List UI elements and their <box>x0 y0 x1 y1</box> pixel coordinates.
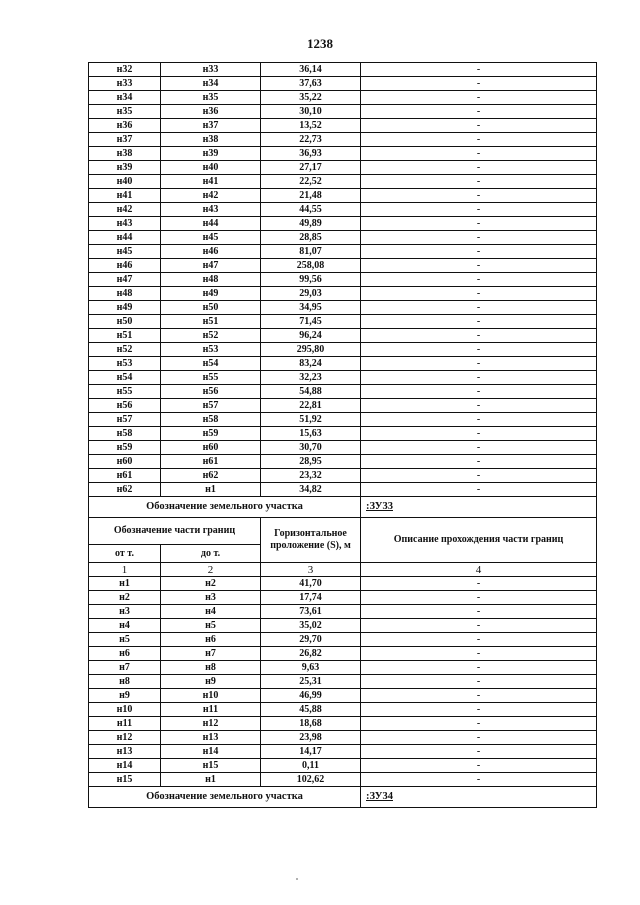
distance: 32,23 <box>261 371 361 385</box>
from-point: н7 <box>89 661 161 675</box>
table-row <box>89 619 597 633</box>
table-row <box>89 301 597 315</box>
description: - <box>361 91 597 105</box>
table-row <box>89 357 597 371</box>
table-row <box>89 133 597 147</box>
from-point: н58 <box>89 427 161 441</box>
header-from: от т. <box>89 545 161 563</box>
to-point: н5 <box>161 619 261 633</box>
description: - <box>361 189 597 203</box>
plot-id: :ЗУ34 <box>361 787 597 808</box>
description: - <box>361 231 597 245</box>
distance: 45,88 <box>261 703 361 717</box>
from-point: н12 <box>89 731 161 745</box>
to-point: н4 <box>161 605 261 619</box>
from-point: н49 <box>89 301 161 315</box>
distance: 15,63 <box>261 427 361 441</box>
table-row <box>89 605 597 619</box>
distance: 14,17 <box>261 745 361 759</box>
to-point: н52 <box>161 329 261 343</box>
table-row <box>89 245 597 259</box>
table-row <box>89 259 597 273</box>
table-row <box>89 161 597 175</box>
distance: 36,14 <box>261 63 361 77</box>
distance: 9,63 <box>261 661 361 675</box>
to-point: н48 <box>161 273 261 287</box>
from-point: н56 <box>89 399 161 413</box>
table-row <box>89 147 597 161</box>
table-row <box>89 91 597 105</box>
from-point: н50 <box>89 315 161 329</box>
table-row <box>89 287 597 301</box>
to-point: н55 <box>161 371 261 385</box>
from-point: н61 <box>89 469 161 483</box>
from-point: н34 <box>89 91 161 105</box>
header-description: Описание прохождения части границ <box>361 518 597 563</box>
table-row <box>89 399 597 413</box>
distance: 83,24 <box>261 357 361 371</box>
to-point: н9 <box>161 675 261 689</box>
table-row <box>89 231 597 245</box>
table-row <box>89 773 597 787</box>
from-point: н47 <box>89 273 161 287</box>
from-point: н48 <box>89 287 161 301</box>
from-point: н2 <box>89 591 161 605</box>
distance: 71,45 <box>261 315 361 329</box>
description: - <box>361 455 597 469</box>
distance: 30,10 <box>261 105 361 119</box>
table-row <box>89 63 597 77</box>
distance: 25,31 <box>261 675 361 689</box>
distance: 34,82 <box>261 483 361 497</box>
description: - <box>361 689 597 703</box>
table-row <box>89 371 597 385</box>
from-point: н6 <box>89 647 161 661</box>
header-to: до т. <box>161 545 261 563</box>
to-point: н49 <box>161 287 261 301</box>
description: - <box>361 77 597 91</box>
distance: 22,81 <box>261 399 361 413</box>
plot-label: Обозначение земельного участка <box>89 497 361 518</box>
description: - <box>361 703 597 717</box>
table-row <box>89 455 597 469</box>
description: - <box>361 661 597 675</box>
description: - <box>361 675 597 689</box>
description: - <box>361 633 597 647</box>
from-point: н11 <box>89 717 161 731</box>
table-row <box>89 315 597 329</box>
to-point: н54 <box>161 357 261 371</box>
distance: 96,24 <box>261 329 361 343</box>
description: - <box>361 773 597 787</box>
from-point: н59 <box>89 441 161 455</box>
distance: 41,70 <box>261 577 361 591</box>
table-row <box>89 469 597 483</box>
description: - <box>361 329 597 343</box>
distance: 21,48 <box>261 189 361 203</box>
table-row <box>89 189 597 203</box>
to-point: н46 <box>161 245 261 259</box>
distance: 34,95 <box>261 301 361 315</box>
table-row <box>89 427 597 441</box>
col-number: 1 <box>89 563 161 577</box>
distance: 28,85 <box>261 231 361 245</box>
distance: 35,22 <box>261 91 361 105</box>
from-point: н55 <box>89 385 161 399</box>
table-row <box>89 647 597 661</box>
description: - <box>361 591 597 605</box>
table-row <box>89 633 597 647</box>
from-point: н3 <box>89 605 161 619</box>
description: - <box>361 427 597 441</box>
distance: 46,99 <box>261 689 361 703</box>
header-part: Обозначение части границ <box>89 518 261 545</box>
table-row <box>89 343 597 357</box>
to-point: н56 <box>161 385 261 399</box>
to-point: н36 <box>161 105 261 119</box>
from-point: н32 <box>89 63 161 77</box>
to-point: н12 <box>161 717 261 731</box>
plot-title-row <box>89 497 597 518</box>
header-row <box>89 518 597 545</box>
distance: 29,70 <box>261 633 361 647</box>
table-row <box>89 217 597 231</box>
from-point: н36 <box>89 119 161 133</box>
boundary-table <box>88 62 597 808</box>
to-point: н1 <box>161 773 261 787</box>
to-point: н57 <box>161 399 261 413</box>
description: - <box>361 245 597 259</box>
from-point: н39 <box>89 161 161 175</box>
to-point: н14 <box>161 745 261 759</box>
to-point: н2 <box>161 577 261 591</box>
table-row <box>89 703 597 717</box>
description: - <box>361 441 597 455</box>
to-point: н15 <box>161 759 261 773</box>
from-point: н1 <box>89 577 161 591</box>
from-point: н38 <box>89 147 161 161</box>
to-point: н37 <box>161 119 261 133</box>
boundary-rows-bottom <box>89 577 597 787</box>
table-row <box>89 413 597 427</box>
table-row <box>89 105 597 119</box>
to-point: н8 <box>161 661 261 675</box>
distance: 81,07 <box>261 245 361 259</box>
description: - <box>361 647 597 661</box>
distance: 26,82 <box>261 647 361 661</box>
from-point: н51 <box>89 329 161 343</box>
table-row <box>89 203 597 217</box>
to-point: н51 <box>161 315 261 329</box>
from-point: н57 <box>89 413 161 427</box>
description: - <box>361 577 597 591</box>
description: - <box>361 315 597 329</box>
to-point: н44 <box>161 217 261 231</box>
from-point: н8 <box>89 675 161 689</box>
distance: 295,80 <box>261 343 361 357</box>
distance: 258,08 <box>261 259 361 273</box>
description: - <box>361 385 597 399</box>
to-point: н50 <box>161 301 261 315</box>
from-point: н43 <box>89 217 161 231</box>
to-point: н1 <box>161 483 261 497</box>
from-point: н42 <box>89 203 161 217</box>
table-row <box>89 577 597 591</box>
from-point: н60 <box>89 455 161 469</box>
description: - <box>361 147 597 161</box>
table-row <box>89 675 597 689</box>
to-point: н43 <box>161 203 261 217</box>
from-point: н35 <box>89 105 161 119</box>
table-row <box>89 175 597 189</box>
table-row <box>89 385 597 399</box>
description: - <box>361 133 597 147</box>
to-point: н58 <box>161 413 261 427</box>
description: - <box>361 483 597 497</box>
distance: 13,52 <box>261 119 361 133</box>
col-number: 3 <box>261 563 361 577</box>
to-point: н42 <box>161 189 261 203</box>
distance: 30,70 <box>261 441 361 455</box>
plot-id: :ЗУ33 <box>361 497 597 518</box>
from-point: н40 <box>89 175 161 189</box>
description: - <box>361 717 597 731</box>
header-horizontal: Горизонтальное проложение (S), м <box>261 518 361 563</box>
to-point: н33 <box>161 63 261 77</box>
plot-label: Обозначение земельного участка <box>89 787 361 808</box>
distance: 23,32 <box>261 469 361 483</box>
table-row <box>89 77 597 91</box>
distance: 23,98 <box>261 731 361 745</box>
distance: 99,56 <box>261 273 361 287</box>
column-number-row <box>89 563 597 577</box>
table-row <box>89 661 597 675</box>
from-point: н41 <box>89 189 161 203</box>
distance: 22,52 <box>261 175 361 189</box>
description: - <box>361 119 597 133</box>
description: - <box>361 203 597 217</box>
table-row <box>89 591 597 605</box>
distance: 29,03 <box>261 287 361 301</box>
description: - <box>361 619 597 633</box>
description: - <box>361 731 597 745</box>
distance: 28,95 <box>261 455 361 469</box>
description: - <box>361 105 597 119</box>
distance: 18,68 <box>261 717 361 731</box>
from-point: н9 <box>89 689 161 703</box>
distance: 49,89 <box>261 217 361 231</box>
distance: 44,55 <box>261 203 361 217</box>
table-row <box>89 441 597 455</box>
to-point: н7 <box>161 647 261 661</box>
distance: 102,62 <box>261 773 361 787</box>
col-number: 2 <box>161 563 261 577</box>
table-row <box>89 689 597 703</box>
from-point: н14 <box>89 759 161 773</box>
from-point: н15 <box>89 773 161 787</box>
table-row <box>89 759 597 773</box>
boundary-rows-top <box>89 63 597 497</box>
description: - <box>361 63 597 77</box>
description: - <box>361 287 597 301</box>
to-point: н59 <box>161 427 261 441</box>
to-point: н53 <box>161 343 261 357</box>
from-point: н53 <box>89 357 161 371</box>
description: - <box>361 175 597 189</box>
table-row <box>89 731 597 745</box>
plot-title-row <box>89 787 597 808</box>
scan-speck <box>296 878 298 880</box>
description: - <box>361 469 597 483</box>
from-point: н4 <box>89 619 161 633</box>
distance: 54,88 <box>261 385 361 399</box>
description: - <box>361 605 597 619</box>
footer-section <box>89 787 597 808</box>
to-point: н34 <box>161 77 261 91</box>
to-point: н3 <box>161 591 261 605</box>
description: - <box>361 357 597 371</box>
description: - <box>361 259 597 273</box>
from-point: н45 <box>89 245 161 259</box>
to-point: н13 <box>161 731 261 745</box>
distance: 51,92 <box>261 413 361 427</box>
description: - <box>361 371 597 385</box>
description: - <box>361 759 597 773</box>
table-row <box>89 483 597 497</box>
to-point: н10 <box>161 689 261 703</box>
from-point: н52 <box>89 343 161 357</box>
description: - <box>361 161 597 175</box>
to-point: н62 <box>161 469 261 483</box>
distance: 27,17 <box>261 161 361 175</box>
from-point: н46 <box>89 259 161 273</box>
from-point: н13 <box>89 745 161 759</box>
from-point: н33 <box>89 77 161 91</box>
page-number: 1238 <box>307 36 333 51</box>
from-point: н10 <box>89 703 161 717</box>
table-row <box>89 717 597 731</box>
to-point: н38 <box>161 133 261 147</box>
distance: 17,74 <box>261 591 361 605</box>
from-point: н5 <box>89 633 161 647</box>
from-point: н37 <box>89 133 161 147</box>
col-number: 4 <box>361 563 597 577</box>
table-row <box>89 119 597 133</box>
to-point: н41 <box>161 175 261 189</box>
to-point: н60 <box>161 441 261 455</box>
to-point: н47 <box>161 259 261 273</box>
description: - <box>361 217 597 231</box>
distance: 73,61 <box>261 605 361 619</box>
description: - <box>361 745 597 759</box>
table-row <box>89 329 597 343</box>
from-point: н62 <box>89 483 161 497</box>
description: - <box>361 273 597 287</box>
description: - <box>361 399 597 413</box>
to-point: н45 <box>161 231 261 245</box>
description: - <box>361 413 597 427</box>
to-point: н40 <box>161 161 261 175</box>
header-section <box>89 497 597 577</box>
distance: 36,93 <box>261 147 361 161</box>
from-point: н44 <box>89 231 161 245</box>
distance: 0,11 <box>261 759 361 773</box>
distance: 22,73 <box>261 133 361 147</box>
to-point: н39 <box>161 147 261 161</box>
description: - <box>361 343 597 357</box>
description: - <box>361 301 597 315</box>
table-row <box>89 273 597 287</box>
to-point: н11 <box>161 703 261 717</box>
to-point: н35 <box>161 91 261 105</box>
to-point: н61 <box>161 455 261 469</box>
to-point: н6 <box>161 633 261 647</box>
from-point: н54 <box>89 371 161 385</box>
distance: 37,63 <box>261 77 361 91</box>
distance: 35,02 <box>261 619 361 633</box>
table-row <box>89 745 597 759</box>
